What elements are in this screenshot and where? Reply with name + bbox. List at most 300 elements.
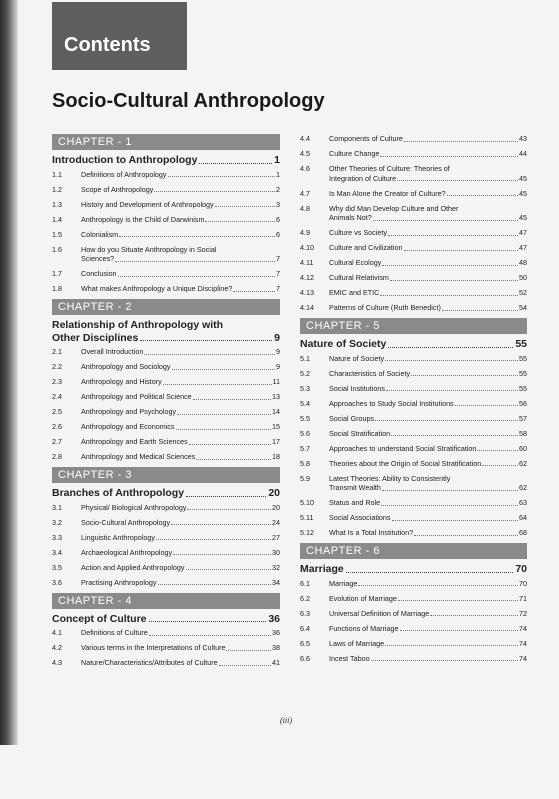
dot-leader [177,407,271,415]
entry-page: 14 [272,407,280,416]
entry-page: 52 [519,288,527,297]
entry-number: 5.9 [300,473,310,483]
toc-entry [300,228,527,238]
chapter-title [300,338,527,351]
entry-number: 2.7 [52,437,62,446]
toc-entry [300,624,527,634]
entry-number: 1.6 [52,244,62,254]
chapter-label-bar: CHAPTER - 6 [300,543,527,559]
entry-body [81,407,280,417]
entry-line [329,459,527,469]
dot-leader [205,215,275,223]
entry-title: Functions of Marriage [329,623,399,633]
entry-line [81,422,280,432]
entry-body [329,444,527,454]
entry-body [81,452,280,462]
entry-line [329,513,527,523]
entry-title: Overall Introduction [81,347,144,356]
entry-title: Nature of Society [329,353,385,363]
entry-number: 1.1 [52,169,62,179]
entry-number: 3.2 [52,517,62,527]
page-binding-edge [0,0,18,745]
entry-number: 2.2 [52,362,62,371]
toc-entry [300,243,527,253]
entry-line [329,414,527,424]
dot-leader [380,149,518,157]
toc-entry [300,594,527,604]
entry-page: 72 [519,608,527,618]
entry-number: 3.4 [52,547,62,557]
entry-title: Cultural Ecology [329,258,382,267]
toc-entry [52,170,280,180]
toc-entry [300,189,527,199]
toc-entry [52,548,280,558]
toc-entry [52,284,280,294]
entry-title: Anthropology and Earth Sciences [81,437,188,446]
entry-page: 57 [519,413,527,423]
entry-title: Social Groups [329,413,375,423]
dot-leader [455,399,518,407]
entry-title: Is Man Alone the Creator of Culture? [329,188,446,198]
entry-page: 6 [276,214,280,224]
dot-leader [156,533,271,541]
dot-leader [380,288,518,296]
entry-body [81,533,280,543]
entry-body [329,189,527,199]
dot-leader [186,563,272,571]
dot-leader [158,578,271,586]
dot-leader [373,213,518,221]
entry-body [81,362,280,372]
dot-leader [390,273,518,281]
entry-title: Social Institutions [329,383,385,393]
entry-body [329,624,527,634]
toc-entry [300,444,527,454]
entry-line [81,548,280,558]
dot-leader [386,384,518,392]
chapter-title [52,487,280,500]
entry-title: Universal Definition of Marriage [329,608,430,618]
entry-number: 1.4 [52,214,62,224]
entry-number: 1.2 [52,184,62,194]
dot-leader [171,518,271,526]
dot-leader [398,594,518,602]
entry-title: Incest Taboo [329,653,370,663]
entry-line [81,407,280,417]
entry-page: 71 [519,593,527,603]
entry-page: 55 [519,353,527,363]
dot-leader [176,422,272,430]
entry-line [81,658,280,668]
entry-page: 56 [519,398,527,408]
entry-line [329,528,527,538]
entry-line [81,185,280,195]
dot-leader [371,654,518,662]
entry-page: 60 [519,443,527,453]
entry-title: Marriage [329,578,358,588]
chapter-title-line [300,563,527,576]
toc-entry [300,258,527,268]
entry-body [81,170,280,180]
entry-body [329,528,527,538]
chapter-title-line: Relationship of Anthropology with [52,319,224,331]
dot-leader [163,377,272,385]
entry-title: What makes Anthropology a Unique Discipline? [81,284,233,293]
entry-page: 30 [272,547,280,557]
toc-entry [52,377,280,387]
entry-line [81,563,280,573]
chapter-entries [52,628,280,668]
entry-line [81,269,280,279]
entry-page: 58 [519,428,527,438]
entry-number: 6.1 [300,578,310,588]
entry-body [81,185,280,195]
entry-line [329,189,527,199]
chapter-title-text: Introduction to Anthropology [52,154,198,166]
entry-line [81,362,280,372]
chapter-title-line [52,487,280,500]
entry-line [81,628,280,638]
chapter-label-bar: CHAPTER - 3 [52,467,280,483]
entry-line [329,384,527,394]
dot-leader [189,437,271,445]
entry-title: Colonialism [81,229,119,239]
dot-leader [404,134,518,142]
entry-number: 2.3 [52,377,62,386]
entry-number: 6.4 [300,623,310,633]
dot-leader [392,513,518,521]
entry-line [329,594,527,604]
entry-title: EMIC and ETIC [329,288,380,297]
toc-entry [300,273,527,283]
entry-page: 68 [519,528,527,537]
entry-page: 45 [519,188,527,198]
entry-body [329,369,527,379]
dot-leader [173,548,271,556]
entry-number: 3.1 [52,502,62,512]
toc-entry [300,369,527,379]
chapter-title-line2 [52,332,280,345]
dot-leader [118,269,275,277]
dot-leader [358,579,518,587]
chapter-title-text: Concept of Culture [52,612,147,625]
entry-line [329,134,527,144]
entry-body [81,578,280,588]
entry-body [329,149,527,159]
toc-entry [52,452,280,462]
entry-body [329,204,527,223]
dot-leader [382,483,518,491]
entry-page: 7 [276,284,280,293]
entry-line [81,200,280,210]
entry-title: Culture Change [329,149,380,158]
chapter-block [52,134,280,294]
dot-leader [140,340,272,341]
entry-page: 43 [519,134,527,143]
entry-number: 3.6 [52,577,62,587]
entry-title: Components of Culture [329,134,403,143]
dot-leader [381,498,518,506]
entry-number: 4.7 [300,188,310,198]
toc-entry [52,362,280,372]
entry-number: 1.7 [52,269,62,278]
entry-title: Culture and Civilization [329,243,403,252]
chapter-entries [52,170,280,294]
entry-page: 3 [276,199,280,209]
toc-entry [300,149,527,159]
entry-page: 74 [519,638,527,648]
toc-entry [300,384,527,394]
entry-line [329,579,527,589]
dot-leader [226,643,271,651]
toc-entry [300,288,527,298]
toc-entry [300,354,527,364]
entry-line [329,609,527,619]
entry-page: 1 [276,169,280,179]
chapter-title-text: Marriage [300,563,344,575]
entry-number: 2.8 [52,452,62,461]
entry-number: 4.4 [300,134,310,143]
toc-entry [52,215,280,225]
entry-page: 64 [519,513,527,522]
toc-entry [52,200,280,210]
entry-body [329,459,527,469]
dot-leader [391,429,518,437]
entry-line [329,258,527,268]
entry-title: Evolution of Marriage [329,593,397,603]
toc-entry [300,204,527,223]
entry-page: 55 [519,368,527,378]
entry-title: Physical/ Biological Anthropology [81,502,187,512]
chapter-page: 36 [268,612,280,625]
entry-body [81,347,280,357]
dot-leader [346,572,514,573]
toc-entry [300,498,527,508]
dot-leader [411,369,518,377]
entry-line [329,483,527,493]
entry-page: 47 [519,228,527,237]
entry-page: 47 [519,243,527,252]
toc-entry [300,414,527,424]
entry-title: Social Stratification [329,428,391,438]
entry-page: 7 [276,269,280,278]
dot-leader [187,503,271,511]
entry-line [329,288,527,298]
entry-number: 5.5 [300,413,310,423]
entry-number: 5.4 [300,398,310,408]
entry-title: Social Associations [329,513,391,522]
chapter-block [52,299,280,462]
entry-number: 5.7 [300,443,310,453]
toc-entry [300,609,527,619]
entry-title: Practising Anthropology [81,577,157,587]
toc-entry [52,230,280,240]
entry-body [81,643,280,653]
entry-body [329,429,527,439]
entry-title: Theories about the Origin of Social Stratification [329,458,482,468]
entry-line [329,444,527,454]
entry-page: 55 [519,383,527,393]
dot-leader [400,624,518,632]
entry-line [81,254,280,264]
entry-number: 5.6 [300,428,310,438]
entry-title: Anthropology and Psychology [81,407,177,416]
entry-page: 41 [272,658,280,667]
entry-line [81,533,280,543]
toc-entry [300,399,527,409]
toc-entry [52,407,280,417]
chapter-title-text: Nature of Society [300,338,387,350]
entry-body [329,164,527,183]
entry-number: 5.1 [300,353,310,363]
entry-body [329,579,527,589]
entry-page: 48 [519,258,527,267]
entry-page: 45 [519,173,527,183]
entry-line [329,228,527,238]
entry-number: 4.14 [300,303,314,312]
entry-number: 1.8 [52,284,62,293]
toc-entry [300,134,527,144]
entry-page: 44 [519,149,527,158]
entry-number: 4.3 [52,658,62,667]
entry-body [81,503,280,513]
entry-line [81,392,280,402]
dot-leader [233,284,275,292]
entry-line [81,437,280,447]
entry-number: 6.3 [300,608,310,618]
entry-title: Anthropology and History [81,377,162,386]
chapter-block [300,543,527,663]
dot-leader [193,392,271,400]
entry-number: 5.3 [300,383,310,393]
entry-page: 2 [276,184,280,194]
dot-leader [388,228,518,236]
entry-title-cont: Transmit Wealth [329,483,381,492]
entry-number: 5.10 [300,498,314,507]
entry-line [329,624,527,634]
entry-body [329,414,527,424]
dot-leader [385,354,518,362]
toc-entry [52,578,280,588]
entry-page: 24 [272,517,280,527]
entry-page: 70 [519,578,527,588]
entry-body [329,594,527,604]
dot-leader [477,444,518,452]
toc-entry [300,429,527,439]
entry-line [329,149,527,159]
chapter-title [52,613,280,626]
toc-entry [300,639,527,649]
chapter-title [52,319,280,344]
entry-page: 63 [519,498,527,507]
entry-body [329,273,527,283]
entry-title-cont: Integration of Culture [329,173,397,183]
entry-body [81,245,280,264]
chapter-page: 55 [515,338,527,350]
entry-title: Anthropology and Economics [81,422,175,431]
toc-entry [52,347,280,357]
entry-line [329,243,527,253]
entry-page: 38 [272,643,280,652]
entry-body [81,628,280,638]
chapter-title-cont: Other Disciplines [52,331,139,344]
dot-leader [385,639,518,647]
toc-entry [52,269,280,279]
entry-page: 54 [519,303,527,312]
entry-number: 1.3 [52,199,62,209]
entry-title: Nature/Characteristics/Attributes of Culture [81,658,218,667]
entry-number: 4.13 [300,288,314,297]
dot-leader [196,452,271,460]
entry-line [329,303,527,313]
entry-title: Patterns of Culture (Ruth Benedict) [329,303,441,312]
chapter-page: 70 [515,563,527,575]
dot-leader [382,258,518,266]
entry-number: 4.11 [300,258,314,267]
dot-leader [154,185,275,193]
chapter-title [300,563,527,576]
entry-number: 6.5 [300,638,310,648]
entry-number: 2.1 [52,347,62,356]
entry-number: 5.8 [300,458,310,468]
toc-entry [300,513,527,523]
entry-title: Anthropology is the Child of Darwinism [81,214,205,224]
entry-number: 6.6 [300,653,310,663]
entry-number: 2.5 [52,407,62,416]
entry-body [81,548,280,558]
chapter-title-text: Branches of Anthropology [52,487,185,499]
chapter-label-bar: CHAPTER - 4 [52,593,280,609]
chapter-label-bar: CHAPTER - 1 [52,134,280,150]
entry-title: Action and Applied Anthropology [81,562,185,572]
entry-page: 27 [272,532,280,542]
dot-leader [397,174,518,182]
entry-title: Other Theories of Culture: Theories of [329,164,450,173]
entry-title: Anthropology and Sociology [81,362,171,371]
entry-body [329,384,527,394]
toc-entry [52,518,280,528]
entry-line [81,578,280,588]
toc-entry [52,392,280,402]
entry-line [81,503,280,513]
entry-title: Definitions of Culture [81,628,148,637]
entry-body [81,377,280,387]
entry-title-cont: Animals Not? [329,213,372,222]
entry-body [329,654,527,664]
entry-line [329,174,527,184]
chapter-block [52,467,280,587]
chapter-title-line [52,613,280,626]
entry-body [81,437,280,447]
entry-title: How do you Situate Anthropology in Social [81,244,217,254]
entry-body [329,134,527,144]
dot-leader [482,459,518,467]
entry-title: Culture vs Society [329,228,387,237]
entry-number: 2.4 [52,392,62,401]
dot-leader [414,528,518,536]
toc-entry [52,437,280,447]
chapter-entries [300,579,527,664]
entry-body [81,392,280,402]
entry-title: Latest Theories: Ability to Consistently [329,473,451,483]
entry-title: History and Development of Anthropology [81,199,214,209]
entry-number: 5.2 [300,368,310,378]
entry-body [329,288,527,298]
entry-page: 36 [272,628,280,637]
entry-title: Archaeological Anthropology [81,547,173,557]
chapter-page: 20 [268,487,280,499]
entry-title: Conclusion [81,269,117,278]
